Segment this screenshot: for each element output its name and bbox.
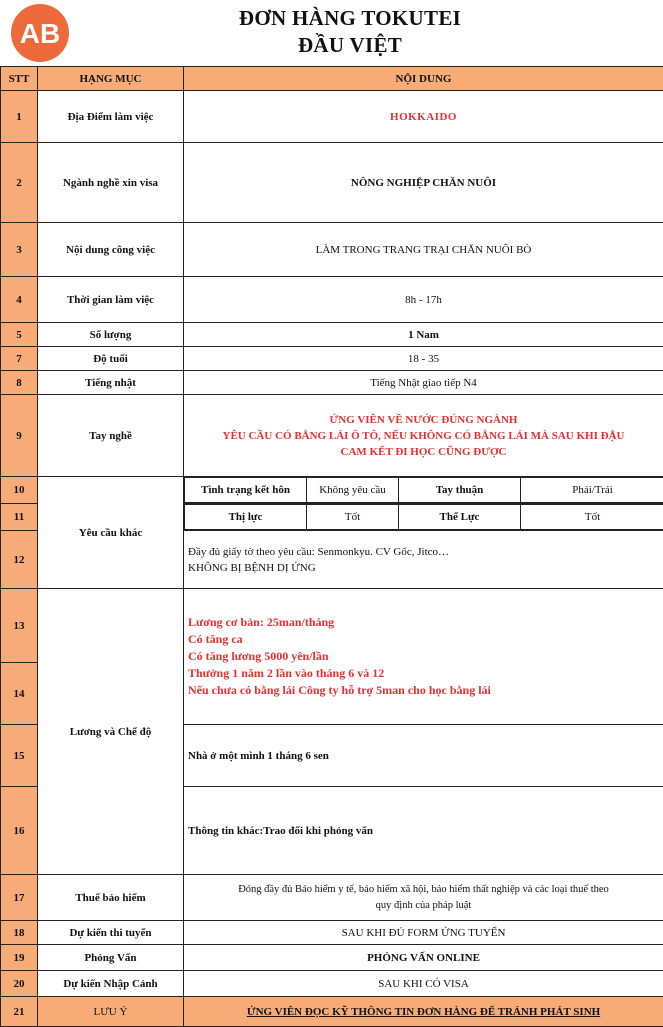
row-category: Phỏng Vấn: [38, 945, 184, 971]
documents-line-1: Đầy đủ giấy tờ theo yêu cầu: Senmonkyu. CV Gốc, Jitco…: [188, 544, 659, 560]
row-number: 15: [1, 725, 38, 787]
row-category: Số lượng: [38, 323, 184, 347]
table-row: [1, 945, 663, 971]
table-row: [1, 395, 663, 477]
row-number: 3: [1, 223, 38, 277]
table-header-row: [1, 67, 663, 91]
note-value: ỨNG VIÊN ĐỌC KỸ THÔNG TIN ĐƠN HÀNG ĐỂ TRÁNH PHÁT SINH: [247, 1006, 600, 1018]
order-table: [0, 66, 663, 1027]
table-row: [1, 477, 663, 504]
row-category: Nội dung công việc: [38, 223, 184, 277]
table-row: [1, 223, 663, 277]
table-row: [1, 143, 663, 223]
header-category: HẠNG MỤC: [38, 67, 184, 91]
row-number: 20: [1, 971, 38, 997]
requirements-subtable: [184, 504, 663, 530]
insurance-line-2: quy định của pháp luật: [188, 898, 659, 914]
skill-line-3: CAM KẾT ĐI HỌC CŨNG ĐƯỢC: [188, 444, 659, 460]
salary-line-4: Thưởng 1 năm 2 lần vào tháng 6 và 12: [188, 665, 659, 682]
table-row: [1, 589, 663, 663]
eyesight-value: Tốt: [307, 505, 399, 530]
row-number: 8: [1, 371, 38, 395]
eyesight-fitness-cell: [184, 504, 663, 531]
row-category: Thuế bảo hiểm: [38, 875, 184, 921]
row-category: Độ tuổi: [38, 347, 184, 371]
skill-requirement: [184, 395, 663, 477]
header-content: NỘI DUNG: [184, 67, 663, 91]
ab-logo: [8, 3, 72, 63]
fitness-label: Thể Lực: [399, 505, 521, 530]
insurance-line-1: Đóng đầy đủ Bảo hiểm y tế, bảo hiểm xã hội, bảo hiểm thất nghiệp và các loại thuế theo: [188, 882, 659, 898]
job-content-value: LÀM TRONG TRANG TRẠI CHĂN NUÔI BÒ: [184, 223, 663, 277]
skill-line-1: ỨNG VIÊN VỀ NƯỚC ĐÚNG NGÀNH: [188, 412, 659, 428]
row-number: 1: [1, 91, 38, 143]
row-category: Yêu cầu khác: [38, 477, 184, 589]
documents-requirement: [184, 531, 663, 589]
document-header: [0, 0, 663, 66]
insurance-value: [184, 875, 663, 921]
salary-details: [184, 589, 663, 725]
note-label: LƯU Ý: [38, 997, 184, 1027]
other-info-value: Thông tin khác:Trao đổi khi phỏng vấn: [184, 787, 663, 875]
row-number: 7: [1, 347, 38, 371]
table-row: [1, 91, 663, 143]
visa-field-value: NÔNG NGHIỆP CHĂN NUÔI: [184, 143, 663, 223]
logo-text: AB: [20, 18, 60, 49]
row-number: 13: [1, 589, 38, 663]
salary-line-2: Có tăng ca: [188, 631, 659, 648]
exam-schedule-value: SAU KHI ĐỦ FORM ỨNG TUYỂN: [184, 921, 663, 945]
marital-status-label: Tình trạng kết hôn: [185, 478, 307, 503]
table-row: [1, 997, 663, 1027]
working-hours-value: 8h - 17h: [184, 277, 663, 323]
row-category: Lương và Chế độ: [38, 589, 184, 875]
row-number: 5: [1, 323, 38, 347]
handedness-value: Phải/Trái: [521, 478, 663, 503]
title-line-1: ĐƠN HÀNG TOKUTEI: [180, 6, 520, 31]
row-category: Ngành nghề xin visa: [38, 143, 184, 223]
table-row: [1, 277, 663, 323]
table-row: [1, 971, 663, 997]
entry-schedule-value: SAU KHI CÓ VISA: [184, 971, 663, 997]
title-line-2: ĐẦU VIỆT: [180, 33, 520, 58]
work-location-value: HOKKAIDO: [184, 91, 663, 143]
note-value-cell: [184, 997, 663, 1027]
row-category: Tay nghề: [38, 395, 184, 477]
skill-line-2: YÊU CẦU CÓ BẰNG LÁI Ô TÔ, NẾU KHÔNG CÓ BẰNG LÁI MÀ SAU KHI ĐẬU: [188, 428, 659, 444]
row-number: 16: [1, 787, 38, 875]
row-number: 2: [1, 143, 38, 223]
row-number: 4: [1, 277, 38, 323]
row-number: 18: [1, 921, 38, 945]
eyesight-label: Thị lực: [185, 505, 307, 530]
row-category: Tiếng nhật: [38, 371, 184, 395]
row-number: 19: [1, 945, 38, 971]
header-stt: STT: [1, 67, 38, 91]
fitness-value: Tốt: [521, 505, 663, 530]
interview-value: PHỎNG VẤN ONLINE: [184, 945, 663, 971]
requirements-subtable: [184, 477, 663, 503]
table-row: [1, 875, 663, 921]
row-number: 17: [1, 875, 38, 921]
table-row: [1, 921, 663, 945]
housing-value: Nhà ở một mình 1 tháng 6 sen: [184, 725, 663, 787]
marital-handedness-cell: [184, 477, 663, 504]
salary-line-1: Lương cơ bản: 25man/tháng: [188, 614, 659, 631]
table-row: [1, 371, 663, 395]
salary-line-5: Nếu chưa có bằng lái Công ty hỗ trợ 5man cho học bằng lái: [188, 682, 659, 699]
age-value: 18 - 35: [184, 347, 663, 371]
documents-line-2: KHÔNG BỊ BỆNH DỊ ỨNG: [188, 560, 659, 576]
row-category: Thời gian làm việc: [38, 277, 184, 323]
row-number: 9: [1, 395, 38, 477]
row-number: 11: [1, 504, 38, 531]
row-category: Dự kiến thi tuyển: [38, 921, 184, 945]
row-number: 10: [1, 477, 38, 504]
row-number: 14: [1, 663, 38, 725]
japanese-level-value: Tiếng Nhật giao tiếp N4: [184, 371, 663, 395]
table-row: [1, 323, 663, 347]
marital-status-value: Không yêu cầu: [307, 478, 399, 503]
table-row: [1, 347, 663, 371]
row-number: 12: [1, 531, 38, 589]
row-number: 21: [1, 997, 38, 1027]
row-category: Địa Điểm làm việc: [38, 91, 184, 143]
row-category: Dự kiến Nhập Cảnh: [38, 971, 184, 997]
salary-line-3: Có tăng lương 5000 yên/lần: [188, 648, 659, 665]
handedness-label: Tay thuận: [399, 478, 521, 503]
quantity-value: 1 Nam: [184, 323, 663, 347]
